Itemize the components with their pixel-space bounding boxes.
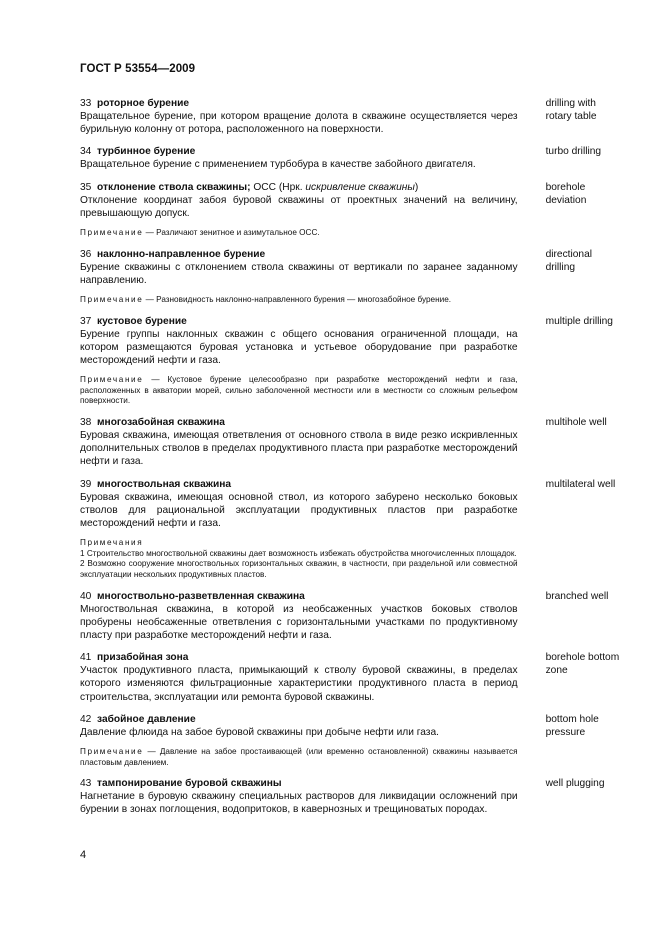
term-entry-35 [80, 181, 620, 239]
term-note: Примечание — Разновидность наклонно-направленного бурения — многозабойное бурение. [80, 295, 452, 305]
english-equivalent: multiple drilling [545, 315, 613, 327]
term-definition: Бурение скважины с отклонением ствола скважины от вертикали по заранее заданному направлению. [80, 261, 518, 286]
term-definition: Нагнетание в буровую скважину специальных растворов для ликвидации осложнений при бурении в зонах поглощения, водопритоков, в кавернозных и трещиноватых породах. [80, 791, 518, 816]
english-equivalent: directional drilling [545, 248, 593, 273]
term-name: тампонирование буровой скважины [97, 778, 282, 790]
standard-header: ГОСТ Р 53554—2009 [80, 63, 196, 75]
term-name: кустовое бурение [97, 315, 187, 327]
term-name: отклонение ствола скважины; [97, 181, 251, 193]
term-definition: Буровая скважина, имеющая ответвления от основного ствола в виде резко искривленных дополнительных стволов в пределах продуктивного пласта при разработке месторождений нефти и газа. [80, 430, 518, 468]
english-equivalent: multilateral well [545, 478, 616, 490]
english-equivalent: turbo drilling [545, 146, 602, 158]
term-heading: 38 многозабойная скважина [80, 417, 225, 428]
term-notes: Примечания 1 Строительство многоствольной скважины дает возможность избежать обустройства многочисленных площадок. 2 Возможно сооружение многоствольных горизонтальных скважин, в частности, при раздельной или совместной эксплуатации нескольких продуктивных пластов. [80, 538, 518, 579]
term-heading: 34 турбинное бурение [80, 146, 196, 158]
term-definition: Вращательное бурение с применением турбобура в качестве забойного двигателя. [80, 159, 476, 171]
english-equivalent: bottom hole pressure [545, 713, 599, 738]
english-equivalent: borehole bottom zone [545, 652, 620, 677]
english-equivalent: borehole deviation [545, 181, 587, 206]
term-name: турбинное бурение [97, 146, 196, 158]
term-entry-33 [80, 97, 620, 136]
term-entry-41 [80, 651, 620, 704]
term-heading: 41 призабойная зона [80, 652, 189, 664]
term-definition: Многоствольная скважина, в которой из необсаженных участков боковых стволов пробурены необсаженные ответвления с горизонтальными участками по продуктивному пласту при разработке месторождений нефти и газа. [80, 603, 518, 641]
term-list [80, 97, 620, 817]
term-name: многозабойная скважина [97, 417, 225, 428]
english-equivalent: multihole well [545, 417, 607, 428]
page-number: 4 [80, 849, 87, 861]
term-note: Примечание — Давление на забое простаивающей (или временно остановленной) скважины называется пластовым давлением. [80, 747, 518, 767]
term-heading: 37 кустовое бурение [80, 315, 187, 327]
english-equivalent: well plugging [545, 778, 605, 790]
term-note: Примечание — Различают зенитное и азимутальное ОСС. [80, 228, 320, 238]
term-name: призабойная зона [97, 652, 189, 664]
term-heading: 42 забойное давление [80, 713, 196, 725]
term-heading: 35 отклонение ствола скважины; ОСС (Нрк. искривление скважины) [80, 181, 419, 193]
term-name: многоствольно-разветвленная скважина [97, 590, 305, 602]
term-entry-34 [80, 145, 620, 171]
term-name: многоствольная скважина [97, 478, 232, 490]
term-entry-38 [80, 416, 620, 469]
english-equivalent: drilling with rotary table [545, 98, 597, 122]
term-definition: Отклонение координат забоя буровой скважины от проектных значений на величину, превышающую допуск. [80, 194, 518, 219]
term-definition: Участок продуктивного пласта, примыкающий к стволу буровой скважины, в пределах которого изменяются фильтрационные характеристики продуктивного пласта в период строительства, эксплуатации или ремонта буровой скважины. [80, 665, 518, 703]
term-heading: 39 многоствольная скважина [80, 478, 232, 490]
term-heading: 36 наклонно-направленное бурение [80, 248, 266, 260]
note-item: 2 Возможно сооружение многоствольных горизонтальных скважин, в частности, при раздельной или совместной эксплуатации нескольких продуктивных пластов. [80, 559, 518, 579]
term-name: забойное давление [97, 713, 196, 725]
term-name: наклонно-направленное бурение [97, 248, 266, 260]
term-note: Примечание — Кустовое бурение целесообразно при разработке месторождений нефти и газа, расположенных в акватории морей, сильно заболоченной местности или в местности со сложным рельефом поверхности. [80, 375, 518, 406]
term-definition: Бурение группы наклонных скважин с общего основания ограниченной площади, на котором размещаются буровая установка и устьевое оборудование при разработке месторождений нефти и газа. [80, 328, 518, 367]
term-heading: 43 тампонирование буровой скважины [80, 778, 282, 790]
term-entry-42 [80, 713, 620, 768]
term-synonym: ОСС (Нрк. искривление скважины) [253, 181, 419, 193]
term-heading: 33 роторное бурение [80, 98, 190, 109]
term-definition: Вращательное бурение, при котором вращение долота в скважине осуществляется через бурильную колонну от ротора, расположенного на поверхности. [80, 111, 518, 136]
term-entry-40 [80, 590, 620, 643]
term-heading: 40 многоствольно-разветвленная скважина [80, 590, 305, 602]
term-definition: Буровая скважина, имеющая основной ствол, из которого забурено несколько боковых стволов для рациональной эксплуатации продуктивных пластов при разработке месторождений нефти и газа. [80, 491, 518, 530]
term-definition: Давление флюида на забое буровой скважины при добыче нефти или газа. [80, 726, 439, 738]
term-name: роторное бурение [97, 98, 190, 109]
note-item: 1 Строительство многоствольной скважины дает возможность избежать обустройства многочисленных площадок. [80, 548, 517, 558]
term-entry-36 [80, 248, 620, 306]
term-entry-39 [80, 478, 620, 581]
english-equivalent: branched well [545, 590, 609, 602]
term-entry-37 [80, 315, 620, 407]
term-entry-43 [80, 777, 620, 816]
